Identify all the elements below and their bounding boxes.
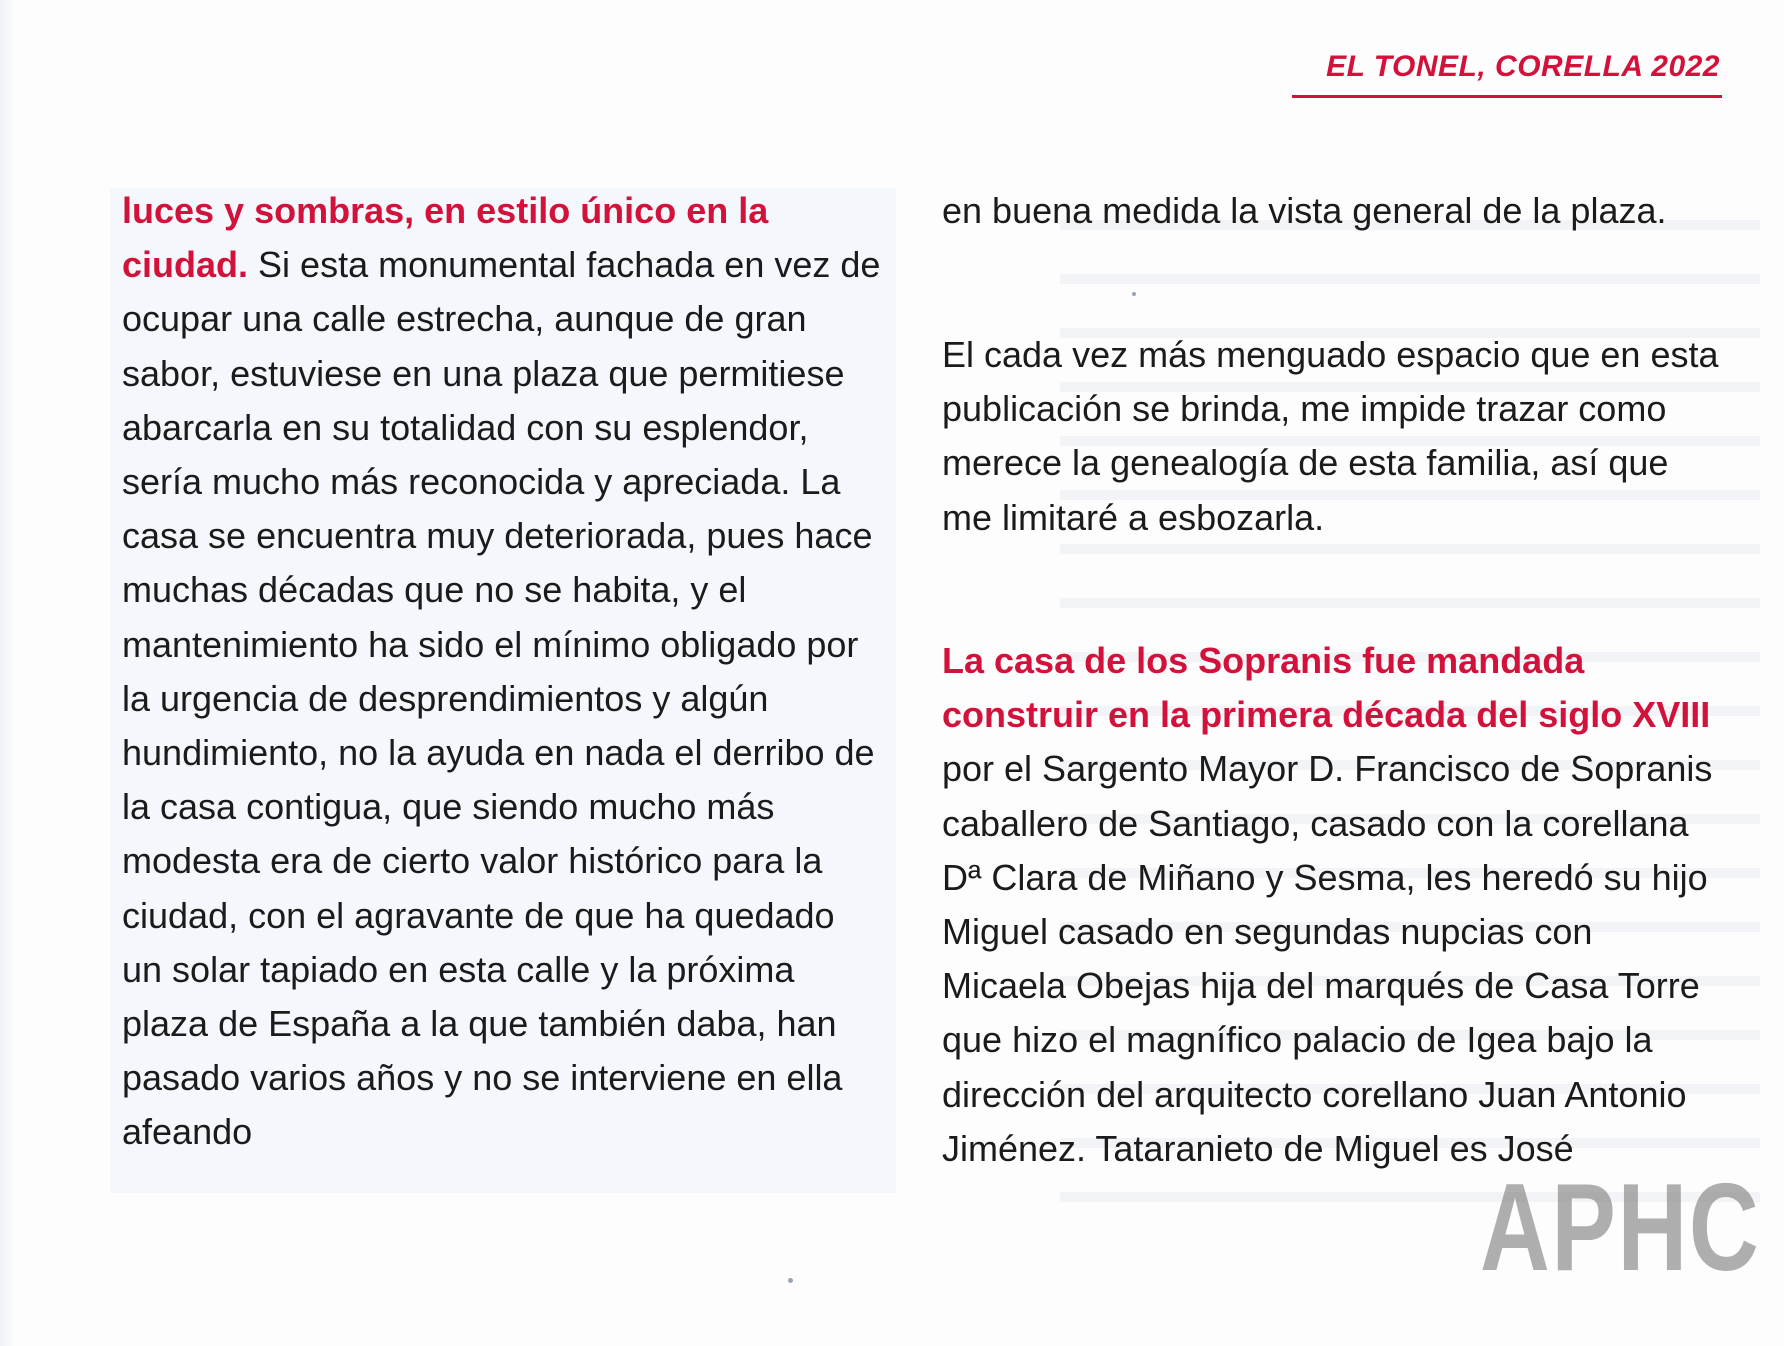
publication-header: EL TONEL, CORELLA 2022	[1326, 50, 1720, 83]
right-paragraph-2-text: El cada vez más menguado espacio que en esta publicación se brinda, me impide trazar como merece la genealogía de esta familia, así que me limitaré a esbozarla.	[942, 334, 1719, 538]
right-paragraph-3	[942, 634, 1722, 1176]
right-paragraph-3-text	[942, 634, 1722, 1176]
scan-speck	[788, 1278, 793, 1283]
left-paragraph	[122, 184, 882, 1160]
left-lead-highlight: luces y sombras, en estilo único en la ciudad.	[122, 190, 769, 286]
left-column-text	[122, 184, 882, 1160]
right-paragraph-3-body: por el Sargento Mayor D. Francisco de Sopranis caballero de Santiago, casado con la corellana Dª Clara de Miñano y Sesma, les heredó su hijo Miguel casado en segundas nupcias con Micaela Obejas hija del marqués de Casa Torre que hizo el magnífico palacio de Igea bajo la dirección del arquitecto corellano Juan Antonio Jiménez. Tataranieto de Miguel es José	[942, 748, 1713, 1169]
right-paragraph-1-text: en buena medida la vista general de la plaza.	[942, 190, 1667, 231]
header-rule	[1292, 95, 1722, 98]
right-paragraph-2	[942, 328, 1722, 545]
right-paragraph-3-highlight: La casa de los Sopranis fue mandada construir en la primera década del siglo XVIII	[942, 640, 1711, 736]
right-paragraph-1	[942, 184, 1722, 238]
scan-speck	[1132, 292, 1136, 296]
scan-edge-shadow	[0, 0, 16, 1346]
left-body-text: Si esta monumental fachada en vez de ocupar una calle estrecha, aunque de gran sabor, estuviese en una plaza que permitiese abarcarla en su totalidad con su esplendor, sería mucho más reconocida y apreciada. La casa se encuentra muy deteriorada, pues hace muchas décadas que no se habita, y el mantenimiento ha sido el mínimo obligado por la urgencia de desprendimientos y algún hundimiento, no la ayuda en nada el derribo de la casa contigua, que siendo mucho más modesta era de cierto valor histórico para la ciudad, con el agravante de que ha quedado un solar tapiado en esta calle y la próxima plaza de España a la que también daba, han pasado varios años y no se interviene en ella afeando	[122, 244, 881, 1153]
aphc-watermark-logo: APHC	[1480, 1159, 1761, 1297]
